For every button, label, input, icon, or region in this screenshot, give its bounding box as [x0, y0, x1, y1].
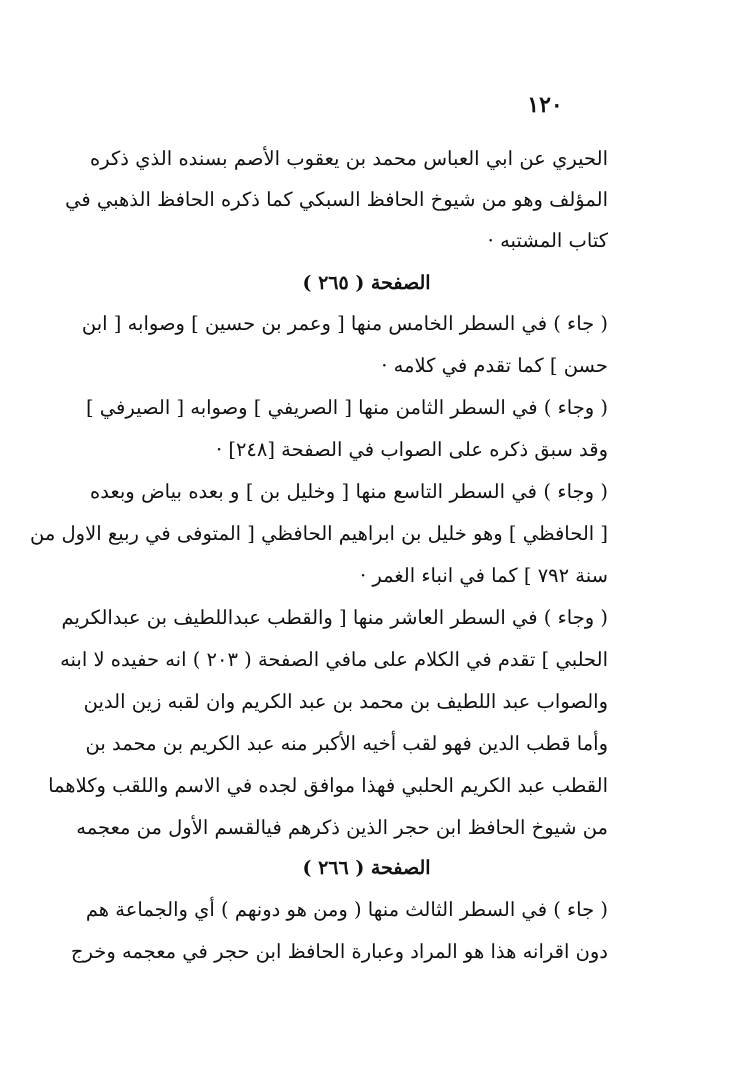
text-line: كتاب المشتبه · — [487, 229, 608, 252]
text-line: [ الحافظي ] وهو خليل بن ابراهيم الحافظي [ المتوفى في ربيع الاول من — [30, 522, 608, 545]
text-line: حسن ] كما تقدم في كلامه · — [381, 354, 608, 377]
text-line: الحلبي ] تقدم في الكلام على مافي الصفحة ( ٢٠٣ ) انه حفيده لا ابنه — [60, 648, 608, 671]
text-line: الحيري عن ابي العباس محمد بن يعقوب الأصم بسنده الذي ذكره — [90, 147, 608, 170]
text-line: والصواب عبد اللطيف بن محمد بن عبد الكريم وان لقبه زين الدين — [83, 690, 608, 713]
text-line: القطب عبد الكريم الحلبي فهذا موافق لجده في الاسم واللقب وكلاهما — [48, 774, 608, 797]
section-heading: الصفحة ( ٢٦٦ ) — [302, 857, 431, 879]
text-line: وأما قطب الدين فهو لقب أخيه الأكبر منه عبد الكريم بن محمد بن — [85, 732, 608, 755]
section-heading: الصفحة ( ٢٦٥ ) — [302, 272, 431, 294]
text-line: المؤلف وهو من شيوخ الحافظ السبكي كما ذكره الحافظ الذهبي في — [65, 188, 608, 211]
text-line: ( وجاء ) في السطر التاسع منها [ وخليل بن ] و بعده بياض وبعده — [90, 480, 608, 503]
text-line: سنة ٧٩٢ ] كما في انباء الغمر · — [359, 564, 608, 587]
text-line: ( وجاء ) في السطر العاشر منها [ والقطب عبداللطيف بن عبدالكريم — [61, 606, 608, 629]
text-line: ( وجاء ) في السطر الثامن منها [ الصريفي ] وصوابه [ الصيرفي ] — [85, 396, 608, 419]
text-line: ( جاء ) في السطر الخامس منها [ وعمر بن حسين ] وصوابه [ ابن — [81, 312, 608, 335]
text-line: وقد سبق ذكره على الصواب في الصفحة [٢٤٨] · — [215, 438, 608, 461]
page-number: ١٢٠ — [527, 92, 563, 118]
text-line: ( جاء ) في السطر الثالث منها ( ومن هو دونهم ) أي والجماعة هم — [85, 898, 608, 921]
text-line: دون اقرانه هذا هو المراد وعبارة الحافظ ابن حجر في معجمه وخرج — [70, 940, 608, 963]
text-line: من شيوخ الحافظ ابن حجر الذين ذكرهم فيالقسم الأول من معجمه — [76, 816, 608, 839]
